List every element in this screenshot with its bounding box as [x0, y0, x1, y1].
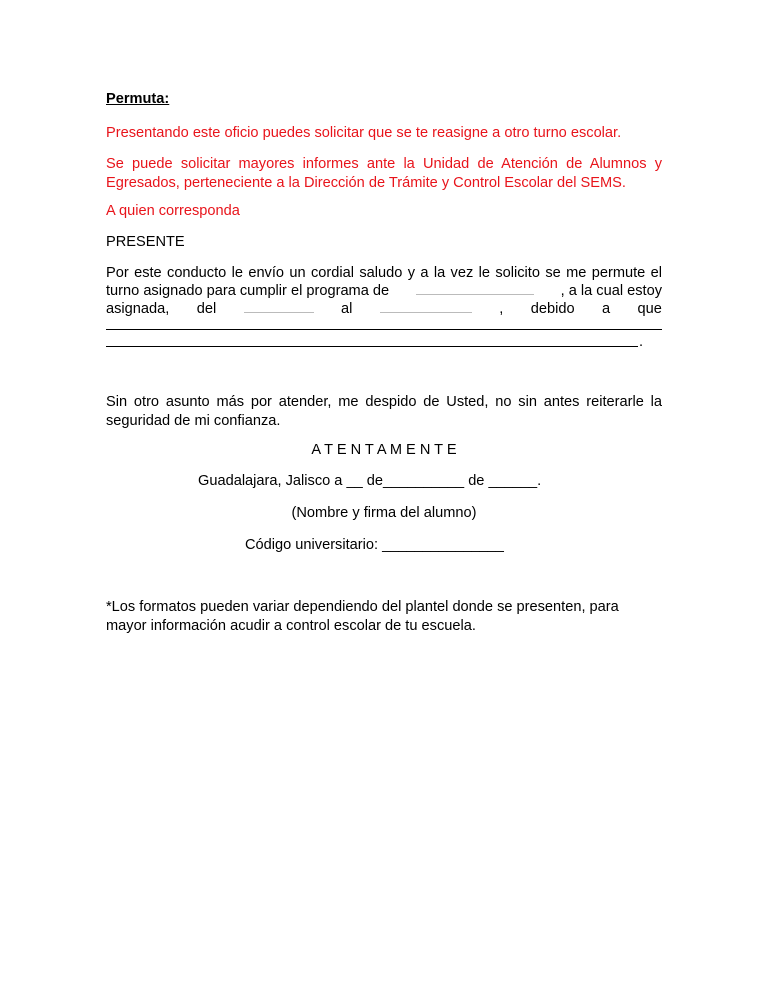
university-code-line: Código universitario: _______________ [245, 537, 504, 553]
to-blank [380, 300, 472, 313]
addressee: A quien corresponda [106, 203, 240, 219]
word-debido: debido [530, 301, 575, 317]
closing-paragraph: Sin otro asunto más por atender, me despido de Usted, no sin antes reiterarle la seguridad de mi confianza. [106, 394, 662, 429]
word-asignada: asignada, [106, 301, 170, 317]
place-date-line: Guadalajara, Jalisco a __ de__________ de ______. [198, 473, 542, 489]
word-comma: , [499, 301, 504, 317]
word-que: que [637, 301, 662, 317]
program-blank [416, 282, 534, 295]
word-a: a [601, 301, 611, 317]
reason-rule-1 [106, 329, 662, 330]
reason-rule-2 [106, 346, 638, 347]
intro-note-1: Presentando este oficio puedes solicitar que se te reasigne a otro turno escolar. [106, 125, 622, 141]
body-line-1: Por este conducto le envío un cordial saludo y a la vez le solicito se me permute el [106, 265, 662, 281]
word-del: del [196, 301, 217, 317]
intro-note-2: Se puede solicitar mayores informes ante la Unidad de Atención de Alumnos y Egresados, perteneciente a la Dirección de Trámite y Control Escolar del SEMS. [106, 156, 662, 191]
body-line-2 [106, 282, 662, 301]
body-line-3 [106, 300, 662, 319]
document-title: Permuta: [106, 91, 170, 107]
presente-label: PRESENTE [106, 234, 185, 250]
body-line-2-text: turno asignado para cumplir el programa de [106, 283, 390, 299]
reason-end-period: . [639, 334, 644, 350]
body-line-2-end: , a la cual estoy [560, 283, 662, 299]
signature-caption: (Nombre y firma del alumno) [291, 505, 477, 521]
atentamente: A T E N T A M E N T E [311, 442, 457, 458]
word-al: al [341, 301, 353, 317]
from-blank [244, 300, 314, 313]
footnote: *Los formatos pueden variar dependiendo del plantel donde se presenten, para mayor información acudir a control escolar de tu escuela. [106, 599, 619, 634]
